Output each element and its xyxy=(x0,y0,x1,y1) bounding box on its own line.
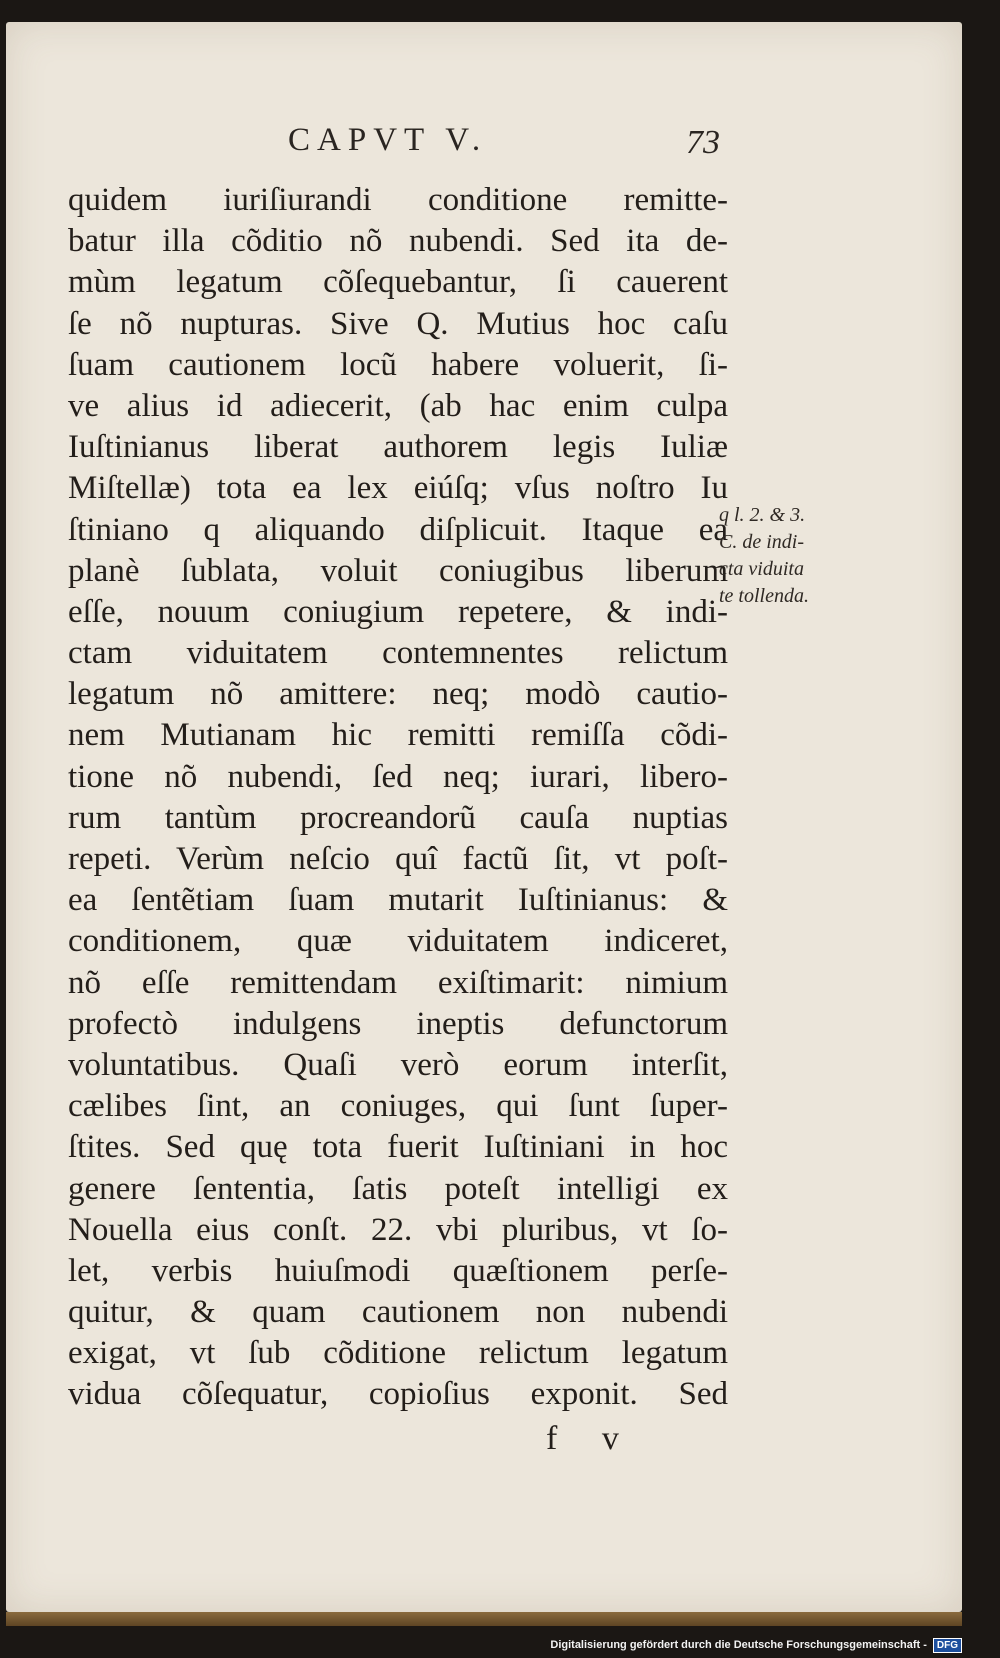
text-line: nõ eſſe remittendam exiſtimarit: nimium xyxy=(68,964,728,1001)
text-line: ctam viduitatem contemnentes relictum xyxy=(68,635,728,672)
margin-note xyxy=(719,502,859,610)
text-line: Iuſtinianus liberat authorem legis Iuliæ xyxy=(68,429,728,466)
text-line: quidem iuriſiurandi conditione remitte- xyxy=(68,182,728,218)
text-line: mùm legatum cõſequebantur, ſi cauerent xyxy=(68,264,728,301)
text-line: conditionem, quæ viduitatem indiceret, xyxy=(68,923,728,960)
text-line: repeti. Verùm neſcio quî factũ ſit, vt poſt- xyxy=(68,841,728,877)
text-line: eſſe, nouum coniugium repetere, & indi- xyxy=(68,593,728,630)
margin-note-line: q l. 2. & 3. xyxy=(719,504,806,526)
text-line: ſuam cautionem locũ habere voluerit, ſi- xyxy=(68,346,728,383)
text-line: let, verbis huiuſmodi quæſtionem perſe- xyxy=(68,1252,728,1289)
margin-note-line: C. de indi- xyxy=(719,531,804,553)
text-line: planè ſublata, voluit coniugibus liberum xyxy=(68,552,728,589)
text-line: cælibes ſint, an coniuges, qui ſunt ſuper- xyxy=(68,1088,728,1125)
book-page xyxy=(6,22,962,1612)
running-head xyxy=(6,122,962,170)
text-line: ſe nõ nupturas. Sive Q. Mutius hoc caſu xyxy=(68,305,728,342)
text-line: ſtites. Sed quę tota fuerit Iuſtiniani in hoc xyxy=(68,1129,728,1166)
body-text xyxy=(68,180,728,1416)
text-line: nem Mutianam hic remitti remiſſa cõdi- xyxy=(68,717,728,754)
footer-credit-text: Digitalisierung gefördert durch die Deutsche Forschungsgemeinschaft - xyxy=(550,1639,927,1651)
text-line: vidua cõſequatur, copioſius exponit. Sed xyxy=(68,1376,728,1413)
text-line: quitur, & quam cautionem non nubendi xyxy=(68,1294,728,1331)
margin-note-line: te tollenda. xyxy=(719,585,809,607)
text-line: ea ſentẽtiam ſuam mutarit Iuſtinianus: & xyxy=(68,882,728,919)
dfg-logo: DFG xyxy=(933,1638,962,1653)
page-number: 73 xyxy=(686,124,720,161)
margin-note-line: cta viduita xyxy=(719,558,804,580)
text-line: voluntatibus. Quaſi verò eorum interſit, xyxy=(68,1046,728,1083)
signature-mark: f v xyxy=(546,1420,637,1457)
page-edge xyxy=(6,1612,962,1626)
text-line: profectò indulgens ineptis defunctorum xyxy=(68,1005,728,1042)
text-line: batur illa cõditio nõ nubendi. Sed ita de- xyxy=(68,223,728,260)
chapter-title: CAPVT V. xyxy=(288,122,488,158)
text-line: rum tantùm procreandorũ cauſa nuptias xyxy=(68,799,728,836)
footer-credit xyxy=(550,1636,962,1654)
text-line: exigat, vt ſub cõditione relictum legatum xyxy=(68,1335,728,1372)
text-line: tione nõ nubendi, ſed neq; iurari, libero- xyxy=(68,758,728,795)
text-line: legatum nõ amittere: neq; modò cautio- xyxy=(68,676,728,713)
text-line: Miſtellæ) tota ea lex eiúſq; vſus noſtro Iu xyxy=(68,470,728,507)
text-line: ſtiniano q aliquando diſplicuit. Itaque ea xyxy=(68,511,728,548)
text-line: ve alius id adiecerit, (ab hac enim culpa xyxy=(68,387,728,424)
text-line: genere ſententia, ſatis poteſt intelligi ex xyxy=(68,1170,728,1207)
text-line: Nouella eius conſt. 22. vbi pluribus, vt ſo- xyxy=(68,1211,728,1248)
